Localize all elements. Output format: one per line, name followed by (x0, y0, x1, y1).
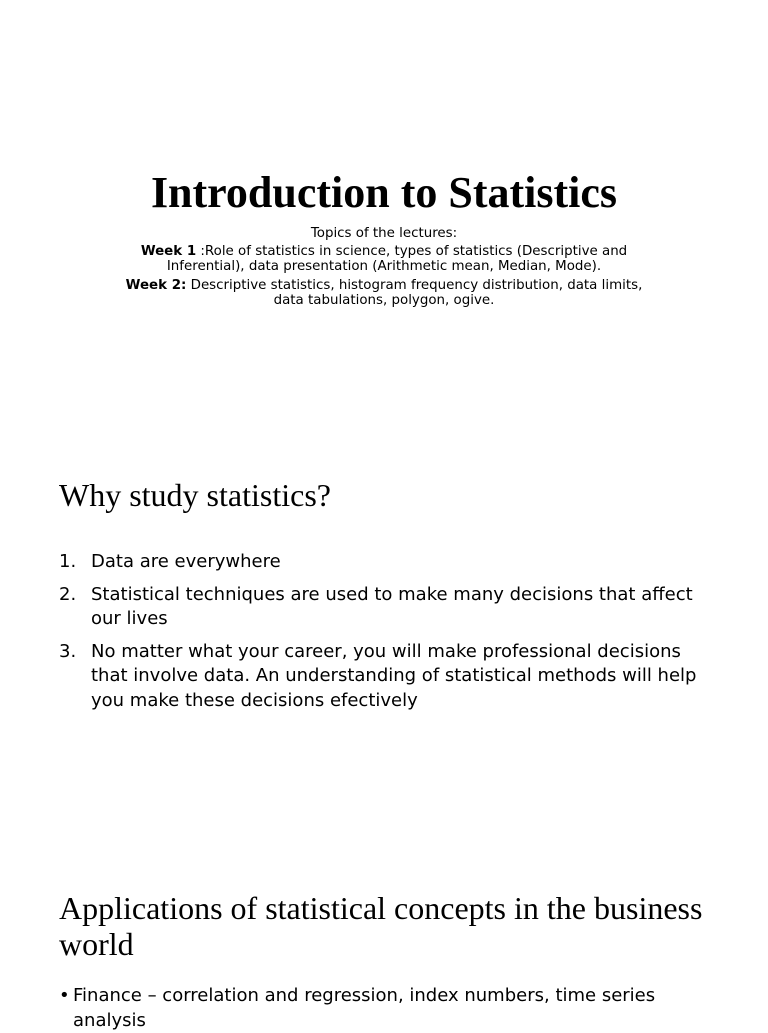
list-item (59, 583, 719, 632)
week-2-text: Descriptive statistics, histogram frequency distribution, data limits, data tabulations, polygon, ogive. (186, 277, 643, 308)
list-item (59, 984, 699, 1033)
list-item-text: Data are everywhere (91, 551, 281, 572)
applications-list (59, 984, 699, 1033)
week-2-topics (110, 278, 658, 309)
topics-heading: Topics of the lectures: (310, 226, 458, 241)
list-item-text: Statistical techniques are used to make many decisions that affect our lives (91, 583, 693, 629)
list-item (59, 640, 719, 714)
list-item-text: No matter what your career, you will make professional decisions that involve data. An understanding of statistical methods will help you make these decisions efectively (91, 640, 697, 711)
list-number: 1. (59, 551, 77, 572)
list-number: 2. (59, 583, 77, 605)
topics-block (110, 226, 658, 312)
slide-why-study (0, 440, 768, 830)
reasons-list (59, 550, 719, 721)
slide-introduction (0, 0, 768, 390)
slide-heading: Why study statistics? (59, 477, 331, 513)
slide-title: Introduction to Statistics (150, 168, 618, 217)
week-1-topics (110, 244, 658, 275)
bullet-icon: • (59, 985, 70, 1006)
week-1-label: Week 1 (140, 243, 197, 259)
list-number: 3. (59, 640, 77, 662)
slide-heading: Applications of statistical concepts in the business world (59, 890, 703, 962)
week-2-label: Week 2: (125, 277, 187, 293)
week-1-text: :Role of statistics in science, types of statistics (Descriptive and Inferential), data presentation (Arithmetic mean, Median, Mode). (166, 243, 628, 274)
list-item-text: Finance – correlation and regression, index numbers, time series analysis (73, 985, 656, 1031)
list-item (59, 550, 719, 575)
slide-applications (0, 860, 768, 1031)
